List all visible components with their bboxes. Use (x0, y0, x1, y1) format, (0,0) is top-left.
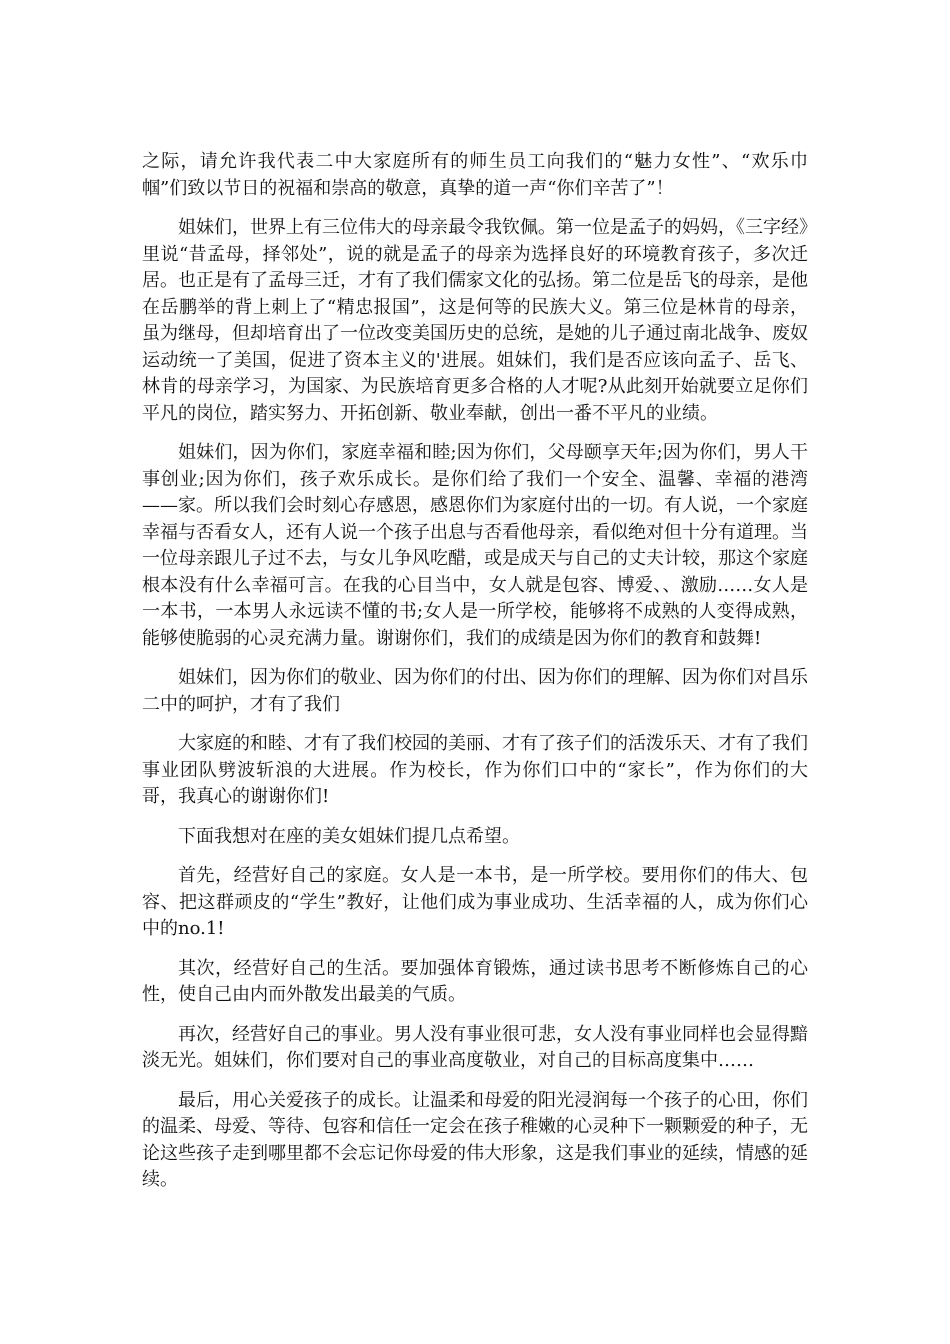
paragraph-8: 其次，经营好自己的生活。要加强体育锻炼，通过读书思考不断修炼自己的心性，使自己由内而外散发出最美的气质。 (142, 957, 808, 1005)
document-body (142, 149, 808, 1207)
paragraph-7: 首先，经营好自己的家庭。女人是一本书，是一所学校。要用你们的伟大、包容、把这群顽皮的“学生”教好，让他们成为事业成功、生活幸福的人，成为你们心中的no.1! (142, 865, 808, 939)
paragraph-6: 下面我想对在座的美女姐妹们提几点希望。 (178, 825, 520, 847)
paragraph-3: 姐妹们，因为你们，家庭幸福和睦;因为你们，父母颐享天年;因为你们，男人干事创业;因为你们，孩子欢乐成长。是你们给了我们一个安全、温馨、幸福的港湾——家。所以我们会时刻心存感恩，感恩你们为家庭付出的一切。有人说，一个家庭幸福与否看女人，还有人说一个孩子出息与否看他母亲，看似绝对但十分有道理。当一位母亲跟儿子过不去，与女儿争风吃醋，或是成天与自己的丈夫计较，那这个家庭根本没有什么幸福可言。在我的心目当中，女人就是包容、博爱、、激励……女人是一本书，一本男人永远读不懂的书;女人是一所学校，能够将不成熟的人变得成熟，能够使脆弱的心灵充满力量。谢谢你们，我们的成绩是因为你们的教育和鼓舞! (142, 442, 808, 649)
paragraph-2: 姐妹们，世界上有三位伟大的母亲最令我钦佩。第一位是孟子的妈妈，《三字经》里说“昔孟母，择邻处”，说的就是孟子的母亲为选择良好的环境教育孩子，多次迁居。也正是有了孟母三迁，才有了我们儒家文化的弘扬。第二位是岳飞的母亲，是他在岳鹏举的背上刺上了“精忠报国”，这是何等的民族大义。第三位是林肯的母亲，虽为继母，但却培育出了一位改变美国历史的总统，是她的儿子通过南北战争、废奴运动统一了美国，促进了资本主义的'进展。姐妹们，我们是否应该向孟子、岳飞、林肯的母亲学习，为国家、为民族培育更多合格的人才呢?从此刻开始就要立足你们平凡的岗位，踏实努力、开拓创新、敬业奉献，创出一番不平凡的业绩。 (142, 217, 808, 424)
paragraph-9: 再次，经营好自己的事业。男人没有事业很可悲，女人没有事业同样也会显得黯淡无光。姐妹们，你们要对自己的事业高度敬业，对自己的目标高度集中…… (142, 1023, 808, 1071)
paragraph-1: 之际，请允许我代表二中大家庭所有的师生员工向我们的“魅力女性”、“欢乐巾帼”们致以节日的祝福和崇高的敬意，真挚的道一声“你们辛苦了”！ (142, 151, 808, 199)
paragraph-4: 姐妹们，因为你们的敬业、因为你们的付出、因为你们的理解、因为你们对昌乐二中的呵护，才有了我们 (142, 667, 808, 715)
paragraph-10: 最后，用心关爱孩子的成长。让温柔和母爱的阳光浸润每一个孩子的心田，你们的温柔、母爱、等待、包容和信任一定会在孩子稚嫩的心灵种下一颗颗爱的种子，无论这些孩子走到哪里都不会忘记你母爱的伟大形象，这是我们事业的延续，情感的延续。 (142, 1089, 808, 1190)
paragraph-5: 大家庭的和睦、才有了我们校园的美丽、才有了孩子们的活泼乐天、才有了我们事业团队劈波斩浪的大进展。作为校长，作为你们口中的“家长”，作为你们的大哥，我真心的谢谢你们! (142, 733, 808, 807)
